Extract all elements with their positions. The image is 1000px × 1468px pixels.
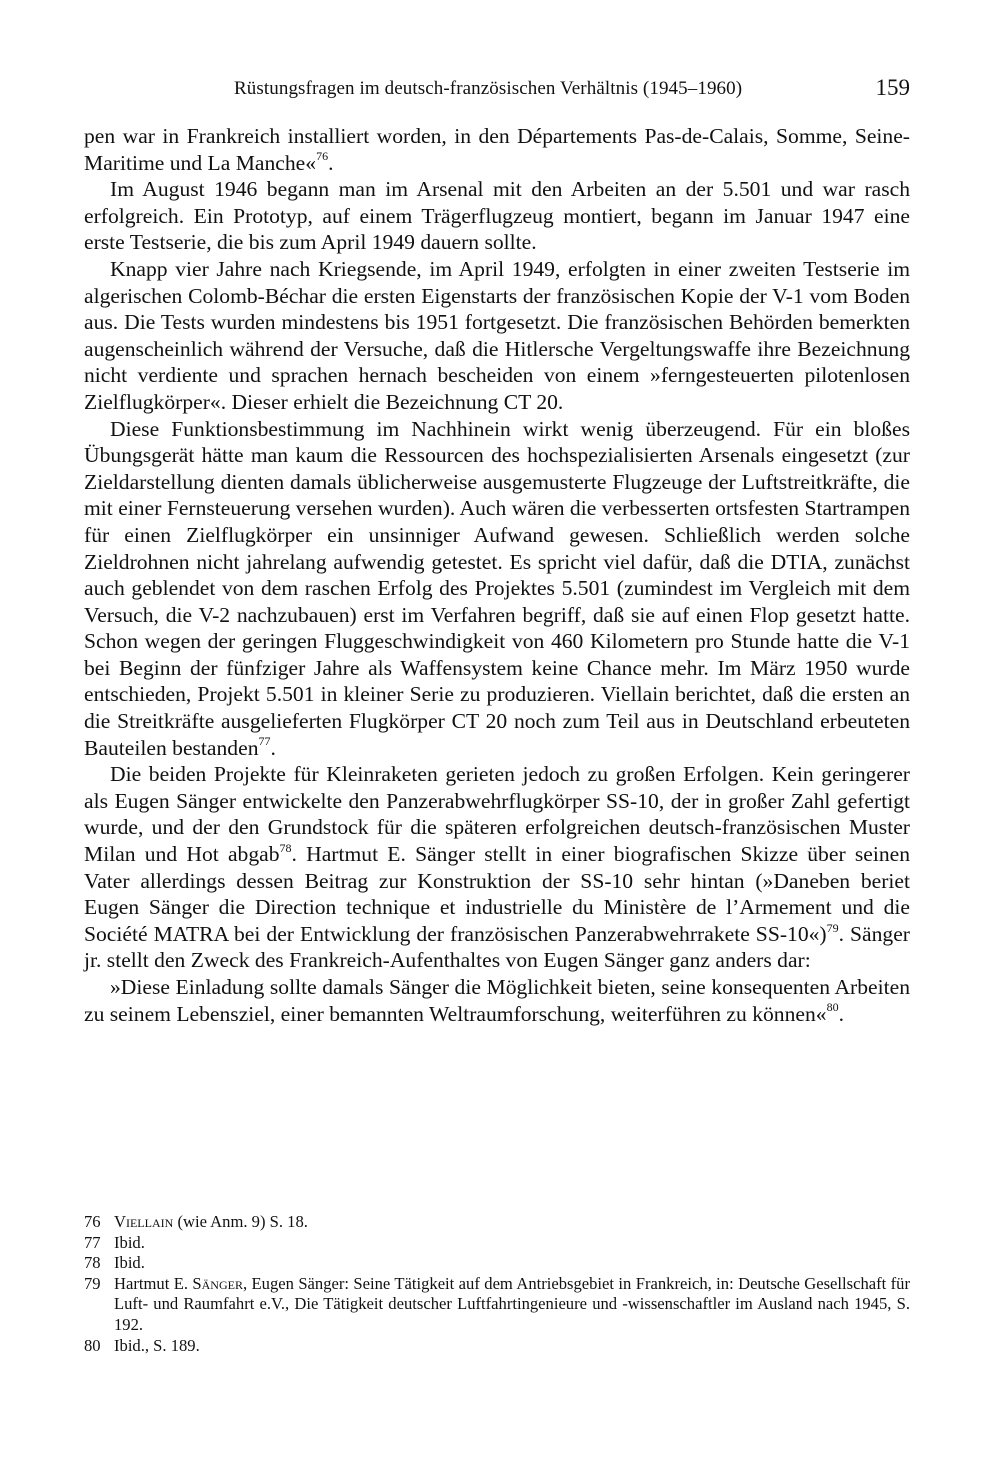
paragraph-text: Die beiden Projekte für Kleinraketen gerieten jedoch zu großen Erfolgen. Kein geringerer als Eugen Sänger entwickelte den Panzerabwehrflugkörper SS-10, der in großer Zahl gefertigt wurde, und der den Grundstock für die späteren erfolgreichen deutsch-französischen Muster Milan und Hot abgab [84,762,910,867]
footnote-text: Ibid. [114,1253,145,1273]
page-number: 159 [875,75,910,100]
main-text [84,123,910,1027]
paragraph [84,761,910,974]
author-name: Viellain [114,1212,174,1231]
block-quote [84,974,910,1027]
paragraph-text: Im August 1946 begann man im Arsenal mit den Arbeiten an der 5.501 und war rasch erfolgreich. Ein Prototyp, auf einem Trägerflugzeug montiert, begann im Januar 1947 eine erste Testserie, die bis zum April 1949 dauern sollte. [84,177,910,255]
footnote-ref: 79 [826,920,839,935]
paragraph-text: . Sänger jr. stellt den Zweck des Frankreich-Aufenthaltes von Eugen Sänger ganz anders dar: [84,921,910,973]
footnote [84,1253,910,1274]
author-name: Sänger [192,1273,243,1293]
footnote-text: Ibid. [114,1232,145,1252]
punctuation: . [270,735,276,760]
footnote-number: 78 [84,1253,101,1273]
footnote-number: 76 [84,1212,101,1231]
paragraph [84,123,910,176]
footnote [84,1233,910,1254]
footnote-ref: 78 [279,840,292,855]
footnote [84,1274,910,1336]
footnote-number: 80 [84,1335,101,1355]
paragraph-text: . Hartmut E. Sänger stellt in einer biografischen Skizze über seinen Vater allerdings dessen Beitrag zur Konstruktion der SS-10 sehr hintan (»Daneben beriet Eugen Sänger die Direction technique et industrielle du Ministère de l’Armement und die Société MATRA bei der Entwicklung der französischen Panzerabwehrrakete SS-10«) [84,842,910,946]
quote-text: »Diese Einladung sollte damals Sänger die Möglichkeit bieten, seine konsequenten Arbeiten zu seinem Lebensziel, einer bemannten Weltraumforschung, weiterführen zu können« [84,975,910,1026]
paragraph-text: pen war in Frankreich installiert worden, in den Départements Pas-de-Calais, Somme, Seine-Maritime und La Manche« [84,124,910,175]
footnotes [84,1212,910,1356]
author-first-name: Hartmut E. [114,1273,193,1293]
paragraph [84,256,910,416]
footnote-text: Ibid., S. 189. [114,1335,200,1355]
paragraph-text: Diese Funktionsbestimmung im Nachhinein wirkt wenig überzeugend. Für ein bloßes Übungsgerät hätte man kaum die Ressourcen des hochspezialisierten Arsenals eingesetzt (zur Zieldarstellung dienten damals üblicherweise ausgemusterte Flugzeuge der Luftstreitkräfte, die mit einer Fernsteuerung versehen wurden). Auch wären die verbesserten ortsfesten Startrampen für einen Zielflugkörper ein unsinniger Aufwand gewesen. Schließlich werden solche Zieldrohnen nicht jahrelang aufwendig getestet. Es spricht viel dafür, daß die DTIA, zunächst auch geblendet von dem raschen Erfolg des Projektes 5.501 (zumindest im Vergleich mit dem Versuch, die V-2 nachzubauen) erst im Verfahren begriff, daß sie auf einen Flop gesetzt hatte. Schon wegen der geringen Fluggeschwindigkeit von 460 Kilometern pro Stunde hatte die V-1 bei Beginn der fünfziger Jahre als Waffensystem keine Chance mehr. Im März 1950 wurde entschieden, Projekt 5.501 in kleiner Serie zu produzieren. Viellain berichtet, daß die ersten an die Streitkräfte ausgelieferten Flugkörper CT 20 noch zum Teil aus in Deutschland erbeuteten Bauteilen bestanden [84,416,910,760]
citation: , Eugen Sänger: Seine Tätigkeit auf dem Antriebsgebiet in Frankreich, in: Deutsche Gesellschaft für Luft- und Raumfahrt e.V., Die Tätigkeit deutscher Luftfahrtingenieure und -wissenschaftler im Ausland nach 1945, S. 192. [114,1273,910,1334]
footnote-number: 79 [84,1273,101,1293]
footnote [84,1336,910,1357]
footnote [84,1212,910,1233]
citation: (wie Anm. 9) S. 18. [173,1212,308,1231]
paragraph [84,176,910,256]
punctuation: . [838,1001,844,1026]
page-header [84,75,910,108]
paragraph-text: Knapp vier Jahre nach Kriegsende, im April 1949, erfolgten in einer zweiten Testserie im algerischen Colomb-Béchar die ersten Eigenstarts der französischen Kopie der V-1 vom Boden aus. Die Tests wurden mindestens bis 1951 fortgesetzt. Die französischen Behörden bemerkten augenscheinlich während der Versuche, daß die Hitlersche Vergeltungswaffe ihre Bezeichnung nicht verdiente und sprachen hernach bescheiden von einem »ferngesteuerten pilotenlosen Zielflugkörper«. Dieser erhielt die Bezeichnung CT 20. [84,256,910,414]
footnote-ref: 80 [826,1000,839,1015]
running-title: Rüstungsfragen im deutsch-französischen Verhältnis (1945–1960) [234,78,743,99]
footnote-number: 77 [84,1232,101,1252]
footnote-text [114,1274,910,1336]
footnote-ref: 76 [316,149,329,164]
paragraph [84,416,910,762]
footnote-ref: 77 [258,734,271,749]
footnote-text [114,1212,910,1233]
punctuation: . [328,150,334,175]
